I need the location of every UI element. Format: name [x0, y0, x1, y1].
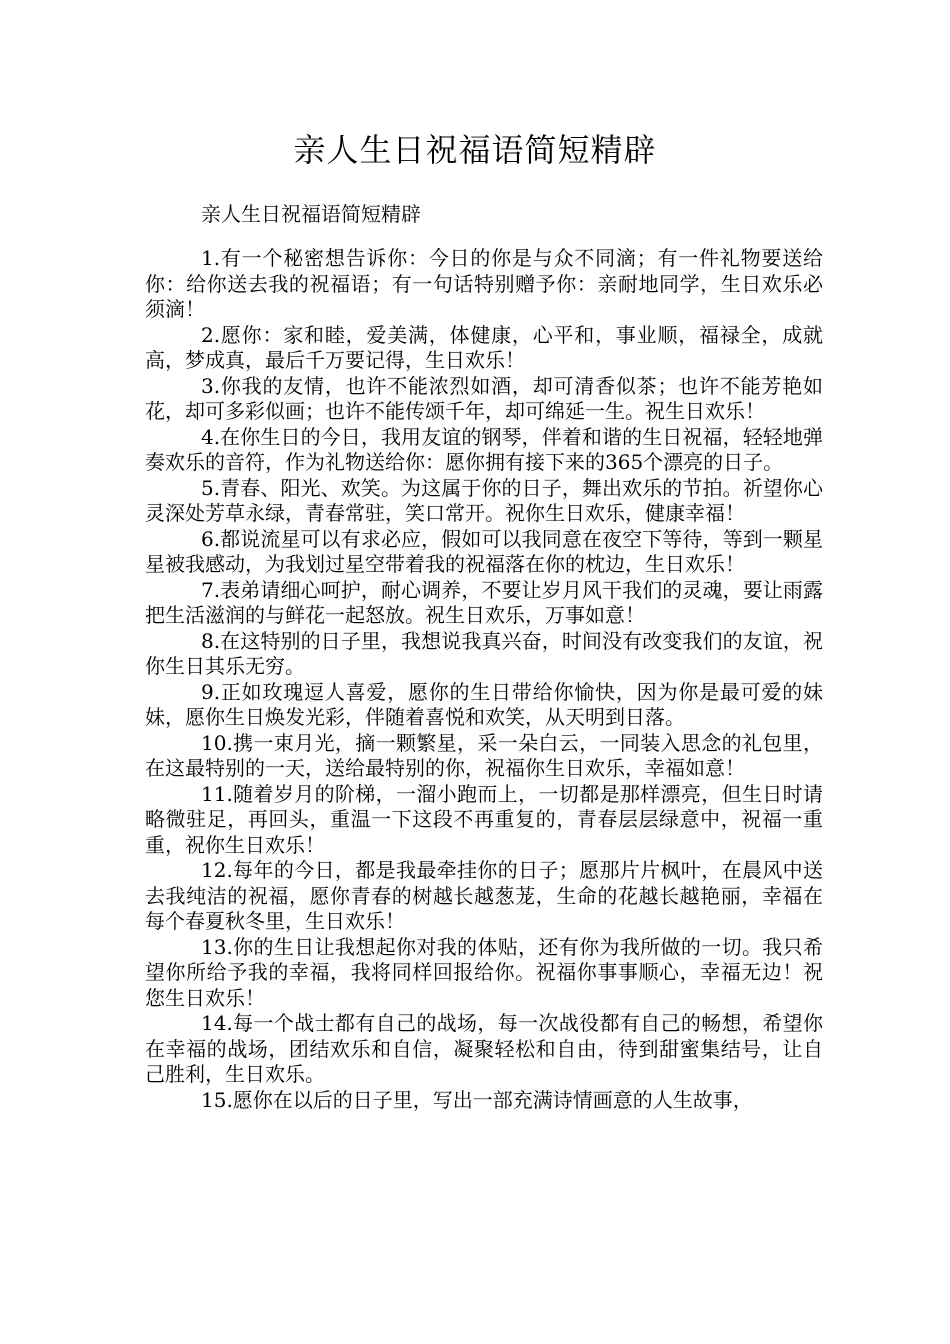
paragraph: 7.表弟请细心呵护，耐心调养，不要让岁月风干我们的灵魂，要让雨露把生活滋润的与鲜花一起怒放。祝生日欢乐，万事如意！	[145, 577, 823, 627]
paragraph: 1.有一个秘密想告诉你：今日的你是与众不同滴；有一件礼物要送给你：给你送去我的祝福语；有一句话特别赠予你：亲耐地同学，生日欢乐必须滴！	[145, 246, 823, 321]
paragraph: 11.随着岁月的阶梯，一溜小跑而上，一切都是那样漂亮，但生日时请略微驻足，再回头，重温一下这段不再重复的，青春层层绿意中，祝福一重重，祝你生日欢乐！	[145, 781, 823, 857]
paragraph: 3.你我的友情，也许不能浓烈如酒，却可清香似茶；也许不能芳艳如花，却可多彩似画；也许不能传颂千年，却可绵延一生。祝生日欢乐！	[145, 373, 823, 423]
document-title: 亲人生日祝福语简短精辟	[293, 131, 657, 169]
paragraph: 5.青春、阳光、欢笑。为这属于你的日子，舞出欢乐的节拍。祈望你心灵深处芳草永绿，青春常驻，笑口常开。祝你生日欢乐，健康幸福！	[145, 475, 823, 525]
paragraph: 9.正如玫瑰逗人喜爱，愿你的生日带给你愉快，因为你是最可爱的妹妹，愿你生日焕发光彩，伴随着喜悦和欢笑，从天明到日落。	[145, 679, 823, 729]
document-body	[145, 246, 823, 1113]
paragraph: 8.在这特别的日子里，我想说我真兴奋，时间没有改变我们的友谊，祝你生日其乐无穷。	[145, 628, 823, 678]
paragraph: 4.在你生日的今日，我用友谊的钢琴，伴着和谐的生日祝福，轻轻地弹奏欢乐的音符，作为礼物送给你：愿你拥有接下来的365个漂亮的日子。	[145, 424, 823, 474]
paragraph: 6.都说流星可以有求必应，假如可以我同意在夜空下等待，等到一颗星星被我感动，为我划过星空带着我的祝福落在你的枕边，生日欢乐！	[145, 526, 823, 576]
paragraph: 2.愿你：家和睦，爱美满，体健康，心平和，事业顺，福禄全，成就高，梦成真，最后千万要记得，生日欢乐！	[145, 322, 823, 372]
paragraph: 13.你的生日让我想起你对我的体贴，还有你为我所做的一切。我只希望你所给予我的幸福，我将同样回报给你。祝福你事事顺心，幸福无边！祝您生日欢乐！	[145, 934, 823, 1010]
paragraph: 15.愿你在以后的日子里，写出一部充满诗情画意的人生故事，	[201, 1087, 753, 1112]
paragraph: 10.携一束月光，摘一颗繁星，采一朵白云，一同装入思念的礼包里，在这最特别的一天，送给最特别的你，祝福你生日欢乐，幸福如意！	[145, 730, 823, 780]
paragraph: 12.每年的今日，都是我最牵挂你的日子；愿那片片枫叶，在晨风中送去我纯洁的祝福，愿你青春的树越长越葱茏，生命的花越长越艳丽，幸福在每个春夏秋冬里，生日欢乐！	[145, 858, 823, 933]
paragraph: 14.每一个战士都有自己的战场，每一次战役都有自己的畅想，希望你在幸福的战场，团结欢乐和自信，凝聚轻松和自由，待到甜蜜集结号，让自己胜利，生日欢乐。	[145, 1011, 823, 1086]
document-subtitle: 亲人生日祝福语简短精辟	[201, 202, 421, 226]
